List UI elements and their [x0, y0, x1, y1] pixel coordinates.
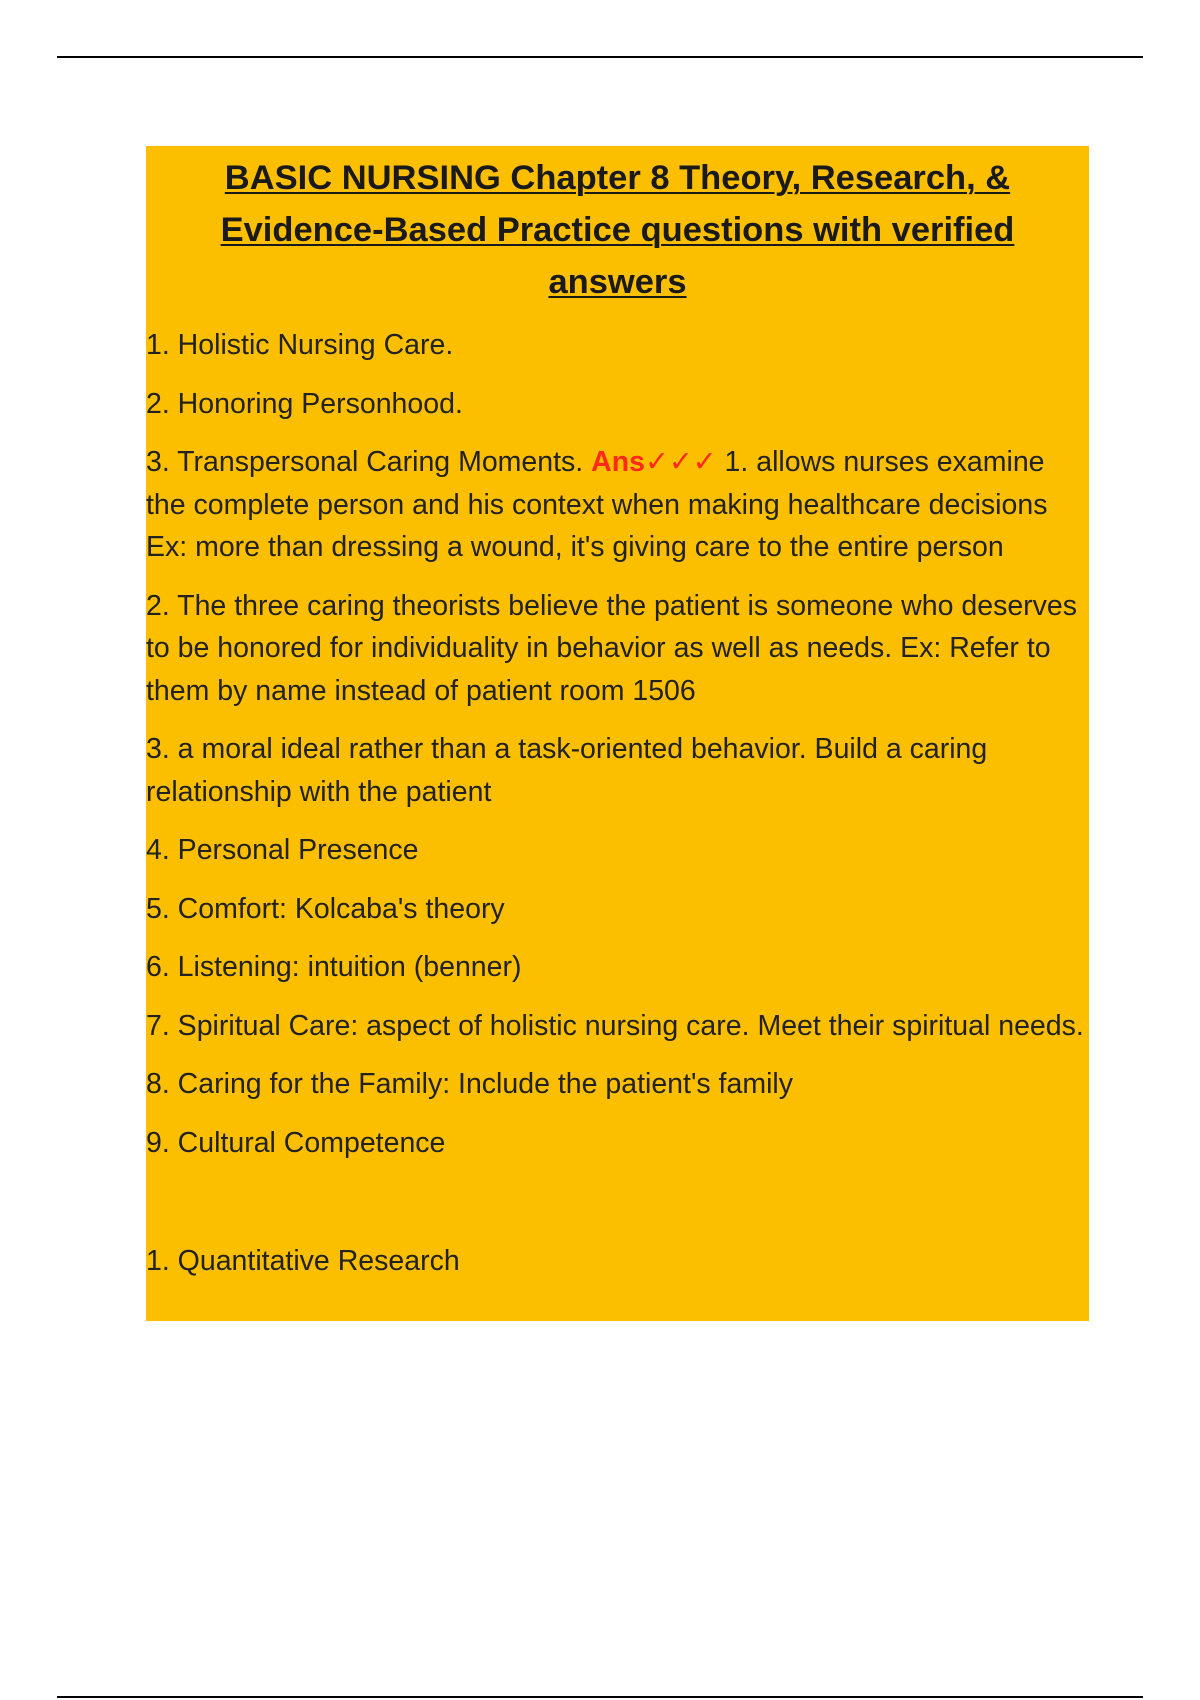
question-answer-list: [146, 324, 1089, 1283]
blank-spacer: [146, 1180, 1089, 1240]
list-item: 9. Cultural Competence: [146, 1126, 446, 1159]
list-item: 8. Caring for the Family: Include the patient's family: [146, 1068, 793, 1100]
list-item: 1. Holistic Nursing Care.: [146, 329, 454, 361]
list-item: 6. Listening: intuition (benner): [146, 951, 522, 983]
list-item: 2. The three caring theorists believe the patient is someone who deserves to be honored for individuality in behavior as well as needs. Ex: Refer to them by name instead of patient room 1506: [146, 589, 1078, 707]
list-item: 4. Personal Presence: [146, 834, 419, 866]
list-item: 3. a moral ideal rather than a task-oriented behavior. Build a caring relationship with the patient: [146, 733, 988, 808]
header-rule: [57, 56, 1143, 58]
list-item-with-answer: [146, 441, 1089, 569]
answer-label: Ans: [591, 446, 645, 478]
footer-rule: [57, 1696, 1143, 1698]
list-item: 1. Quantitative Research: [146, 1245, 460, 1277]
highlighted-content-panel: [146, 146, 1089, 1321]
list-item: 7. Spiritual Care: aspect of holistic nursing care. Meet their spiritual needs.: [146, 1009, 1084, 1042]
question-text: 3. Transpersonal Caring Moments.: [146, 446, 584, 478]
list-item: 2. Honoring Personhood.: [146, 387, 463, 420]
answer-text: 1. allows nurses examine the complete person and his context when making healthcare decisions Ex: more than dressing a wound, it's giving care to the entire person: [146, 446, 1048, 563]
list-item: 5. Comfort: Kolcaba's theory: [146, 892, 505, 925]
document-title: BASIC NURSING Chapter 8 Theory, Research, & Evidence-Based Practice questions with verified answers: [220, 159, 1015, 301]
verified-check-icon: ✓✓✓: [644, 446, 717, 478]
